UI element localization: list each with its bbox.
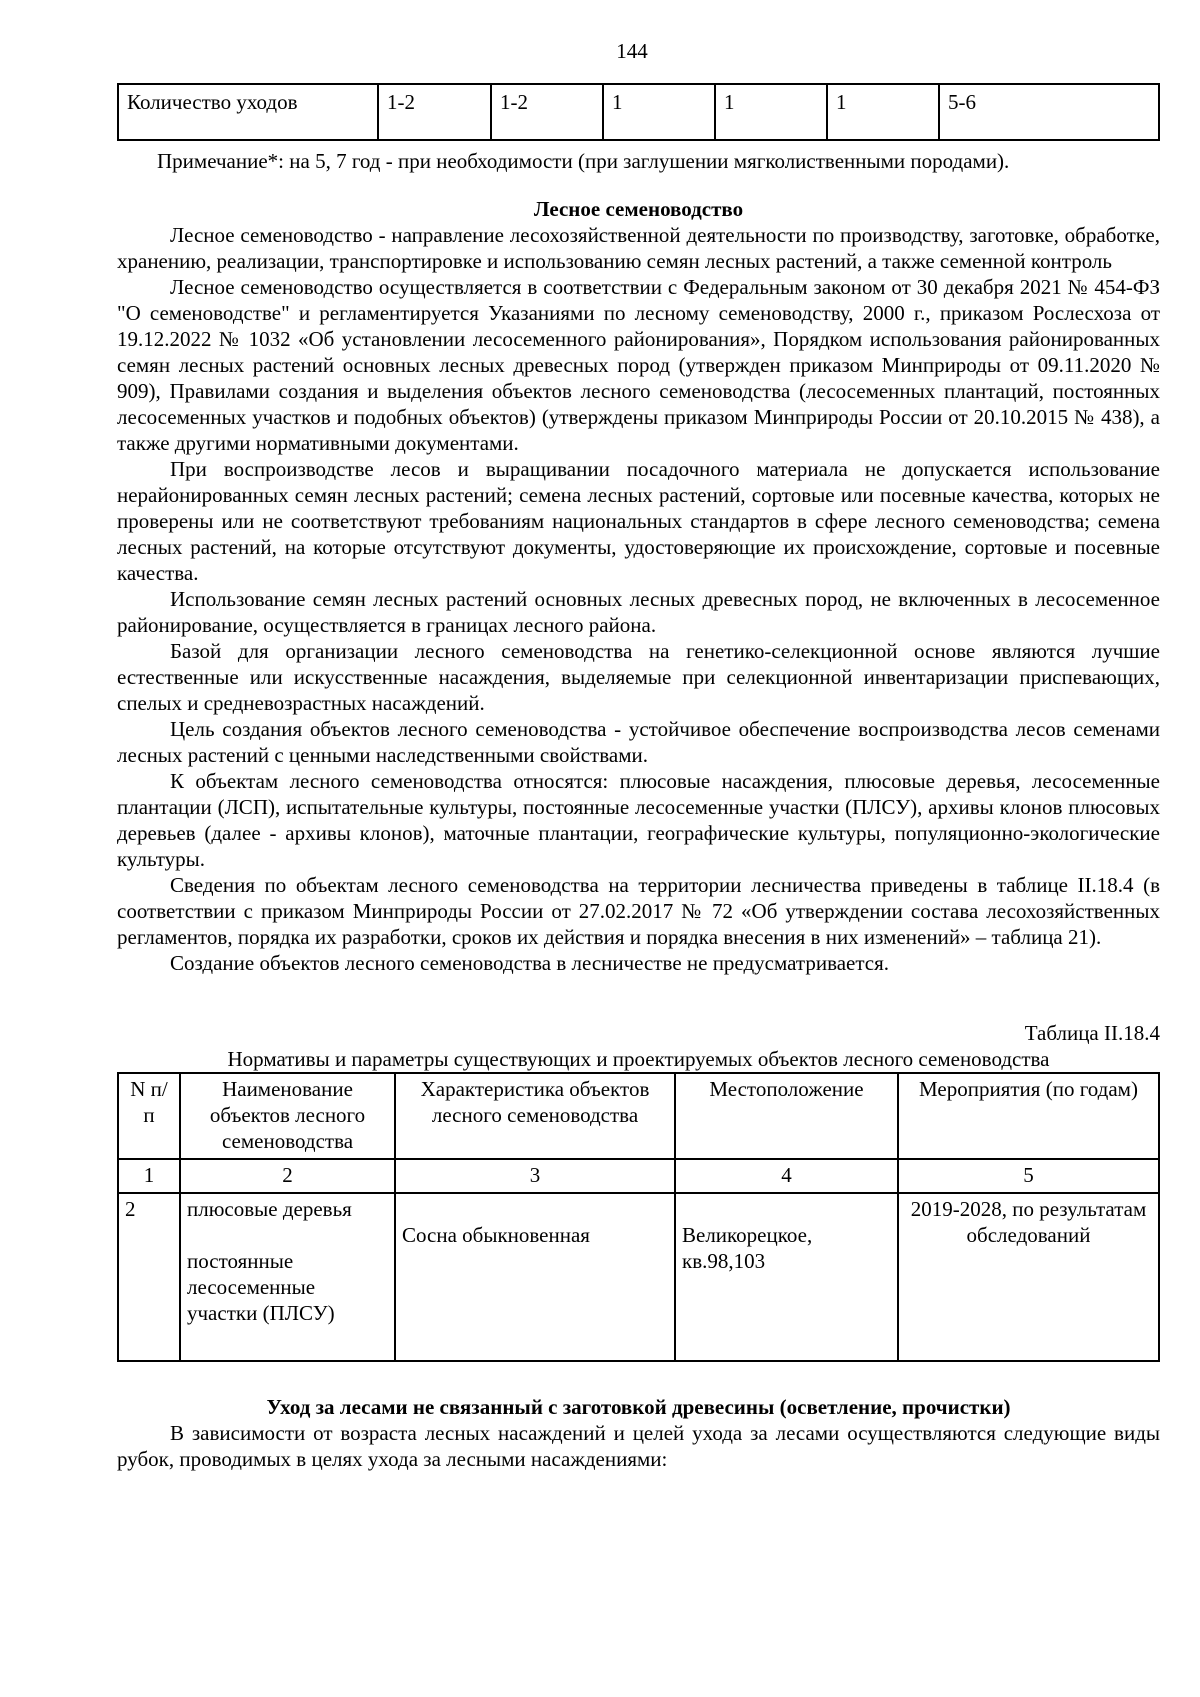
table-cell: 1-2: [491, 84, 603, 140]
table-cell: 1: [715, 84, 827, 140]
spacer: [402, 1196, 668, 1222]
table-cell: Количество уходов: [118, 84, 378, 140]
page-number: 144: [616, 39, 648, 63]
table-cell: 1-2: [378, 84, 491, 140]
table-row: [118, 84, 1159, 140]
column-header: Наименование объектов лесного семеноводства: [180, 1073, 395, 1159]
column-number: 4: [675, 1159, 898, 1193]
table-cell: 1: [603, 84, 715, 140]
care-count-table: [117, 83, 1160, 141]
table-note: Примечание*: на 5, 7 год - при необходимости (при заглушении мягколиственными породами).: [157, 149, 1010, 173]
column-header: Характеристика объектов лесного семеноводства: [395, 1073, 675, 1159]
table-title: Нормативы и параметры существующих и проектируемых объектов лесного семеноводства: [227, 1047, 1050, 1071]
seed-objects-table: [117, 1072, 1160, 1362]
paragraph: Базой для организации лесного семеноводства на генетико-селекционной основе являются лучшие естественные или искусственные насаждения, выделяемые при селекционной инвентаризации приспевающих, спелых и средневозрастных насаждений.: [117, 639, 1160, 715]
column-header: Мероприятия (по годам): [898, 1073, 1159, 1159]
object-name-cell: [180, 1193, 395, 1361]
paragraph: При воспроизводстве лесов и выращивании посадочного материала не допускается использование нерайонированных семян лесных растений; семена лесных растений, сортовые или посевные качества, которых не проверены или не соответствуют требованиям национальных стандартов в сфере лесного семеноводства; семена лесных растений, на которые отсутствуют документы, удостоверяющие их происхождение, сортовые и посевные качества.: [117, 457, 1160, 585]
section-title: Уход за лесами не связанный с заготовкой древесины (осветление, прочистки): [266, 1395, 1011, 1419]
column-number: 1: [118, 1159, 180, 1193]
paragraph: К объектам лесного семеноводства относятся: плюсовые насаждения, плюсовые деревья, лесосеменные плантации (ЛСП), испытательные культуры, постоянные лесосеменные участки (ПЛСУ), архивы клонов плюсовых деревьев (далее - архивы клонов), маточные плантации, географические культуры, популяционно-экологические культуры.: [117, 769, 1160, 871]
object-name: постоянные лесосеменные участки (ПЛСУ): [187, 1249, 335, 1325]
table-header-row: [118, 1073, 1159, 1159]
characteristic-text: Сосна обыкновенная: [402, 1223, 590, 1247]
paragraph: Цель создания объектов лесного семеноводства - устойчивое обеспечение воспроизводства лесов семенами лесных растений с ценными наследственными свойствами.: [117, 717, 1160, 767]
table-number-row: [118, 1159, 1159, 1193]
row-number: 2: [118, 1193, 180, 1361]
paragraph: Сведения по объектам лесного семеноводства на территории лесничества приведены в таблице II.18.4 (в соответствии с приказом Минприроды России от 27.02.2017 № 72 «Об утверждении состава лесохозяйственных регламентов, порядка их разработки, сроков их действия и порядка внесения в них изменений» – таблица 21).: [117, 873, 1160, 949]
spacer: [682, 1196, 891, 1222]
paragraph: Использование семян лесных растений основных лесных древесных пород, не включенных в лесосеменное районирование, осуществляется в границах лесного района.: [117, 587, 1160, 637]
spacer: [187, 1222, 388, 1248]
care-section: [117, 1394, 1160, 1472]
object-name: плюсовые деревья: [187, 1197, 352, 1221]
table-row: [118, 1193, 1159, 1361]
paragraph: Лесное семеноводство - направление лесохозяйственной деятельности по производству, заготовке, обработке, хранению, реализации, транспортировке и использованию семян лесных растений, а также семенной контроль: [117, 223, 1160, 273]
column-number: 5: [898, 1159, 1159, 1193]
column-header: Местоположение: [675, 1073, 898, 1159]
object-characteristic: [395, 1193, 675, 1361]
column-number: 3: [395, 1159, 675, 1193]
paragraph: Создание объектов лесного семеноводства в лесничестве не предусматривается.: [170, 951, 890, 975]
table-cell: 1: [827, 84, 939, 140]
location-text: Великорецкое, кв.98,103: [682, 1223, 813, 1273]
paragraph: В зависимости от возраста лесных насаждений и целей ухода за лесами осуществляются следующие виды рубок, проводимых в целях ухода за лесными насаждениями:: [117, 1421, 1160, 1471]
object-events: 2019-2028, по результатам обследований: [898, 1193, 1159, 1361]
paragraph: Лесное семеноводство осуществляется в соответствии с Федеральным законом от 30 декабря 2021 № 454-ФЗ "О семеноводстве" и регламентируется Указаниями по лесному семеноводству, 2000 г., приказом Рослесхоза от 19.12.2022 № 1032 «Об установлении лесосеменного районирования», Порядком использования районированных семян лесных растений основных лесных древесных пород (утвержден приказом Минприроды от 09.11.2020 № 909), Правилами создания и выделения объектов лесного семеноводства (лесосеменных плантаций, постоянных лесосеменных участков и подобных объектов) (утверждены приказом Минприроды России от 20.10.2015 № 438), а также другими нормативными документами.: [117, 275, 1160, 455]
page-content: [117, 83, 1160, 1472]
object-location: [675, 1193, 898, 1361]
table-cell: 5-6: [939, 84, 1159, 140]
column-number: 2: [180, 1159, 395, 1193]
table-caption: Таблица II.18.4: [1024, 1021, 1160, 1045]
section-title: Лесное семеноводство: [533, 197, 744, 221]
column-header: N п/п: [118, 1073, 180, 1159]
